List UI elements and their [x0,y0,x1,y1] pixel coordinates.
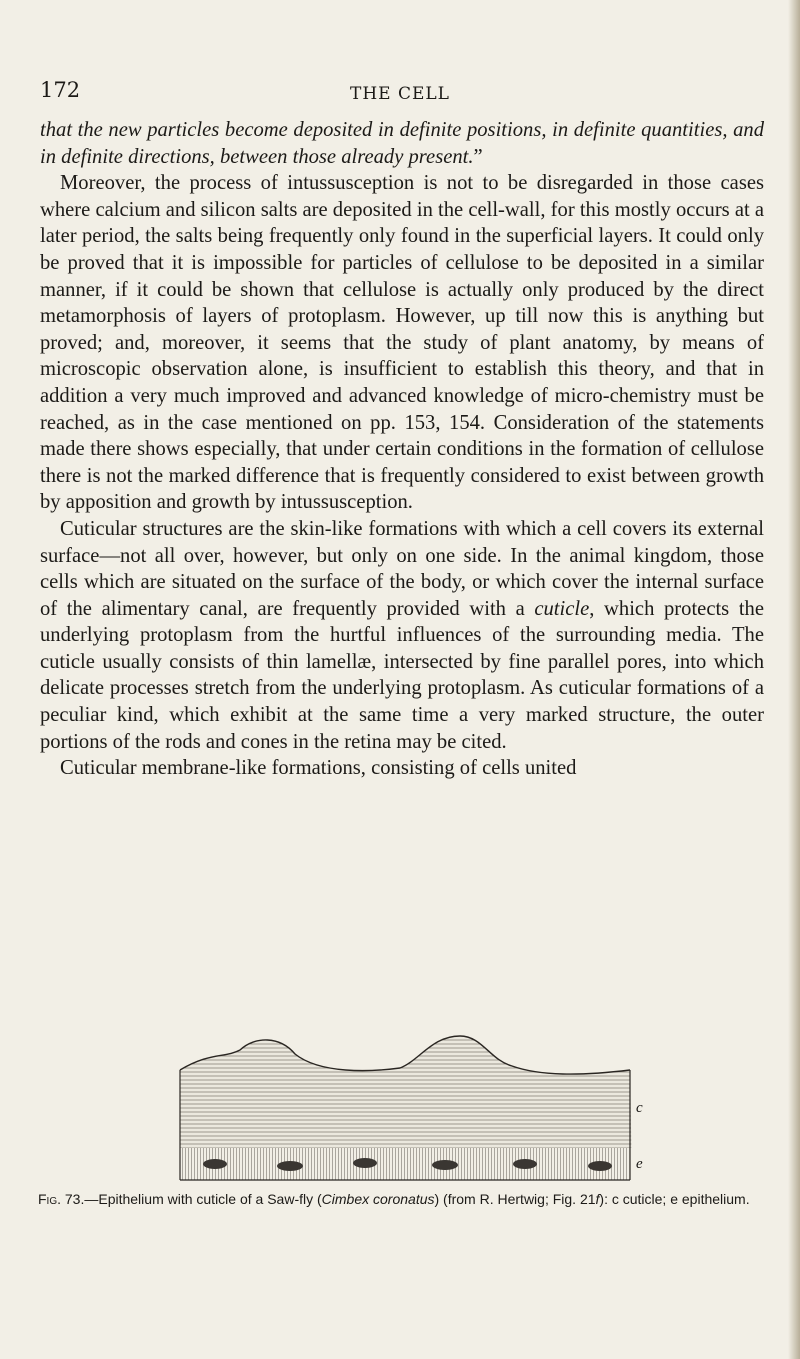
caption-species: Cimbex coronatus [321,1191,435,1207]
page-edge-shadow [788,0,800,1359]
caption-text-1: —Epithelium with cuticle of a Saw-fly ( [84,1191,322,1207]
cuticle-layer [160,1030,650,1148]
figure-epithelium-cuticle [160,1030,650,1182]
paragraph-intussusception: Moreover, the process of intussusception is not to be disregarded in those cases where calcium and silicon salts are deposited in the cell-wall, for this mostly occurs at a later period, the salts being frequently only found in the superficial layers. It could only be proved that it is impossible for particles of cellulose to be deposited in a similar manner, if it could be shown that cellulose is actually only produced by the direct metamorphosis of layers of protoplasm. However, up till now this is anything but proved; and, moreover, it seems that the study of plant anatomy, by means of microscopic observation alone, is insufficient to establish this theory, and that in addition a very much improved and advanced knowledge of micro-chemistry must be reached, as in the case mentioned on pp. 153, 154. Consideration of the statements made there shows especially, that under certain conditions in the formation of cellulose there is not the marked difference that is frequently considered to exist between growth by apposition and growth by intussusception. [40,172,764,514]
caption-fig-ref: f [595,1191,600,1207]
page-number: 172 [40,78,81,102]
paragraph-cuticular-structures [40,516,764,755]
body-text [40,117,764,782]
epithelium-illustration [160,1030,650,1182]
caption-text-2: ) (from R. Hertwig; Fig. 21 [434,1191,596,1207]
figure-caption [38,1190,764,1208]
running-title: THE CELL [350,84,450,104]
paragraph-continuation [40,117,764,170]
label-e: e [636,1156,643,1172]
paragraph-text-start: Cuticular structures are the skin-like formations with which a cell covers its external surface—not all over, however, but only on one side. In the animal kingdom, those cells which are situated on the surface of the body, or which cover the internal surface of the alimentary canal, are frequently provided with a [40,517,764,620]
caption-text-3: ): c cuticle; e epithelium. [599,1191,750,1207]
paragraph-text-end: , which protects the underlying protoplasm from the hurtful influences of the surrounding media. The cuticle usually consists of thin lamellæ, intersected by fine parallel pores, into which delicate processes stretch from the underlying protoplasm. As cuticular formations of a peculiar kind, which exhibit at the same time a very marked structure, the outer portions of the rods and cones in the retina may be cited. [40,597,764,753]
caption-figure-label: Fig. 73. [38,1191,85,1207]
label-c: c [636,1100,643,1116]
closing-quote: ” [473,145,483,168]
epithelium-layer [180,1148,630,1180]
paragraph-membrane-formations: Cuticular membrane-like formations, consisting of cells united [60,757,577,780]
term-cuticle: cuticle [534,597,590,620]
italic-lead: that the new particles become deposited in definite positions, in definite quantities, and in definite directions, between those already present. [40,119,764,168]
